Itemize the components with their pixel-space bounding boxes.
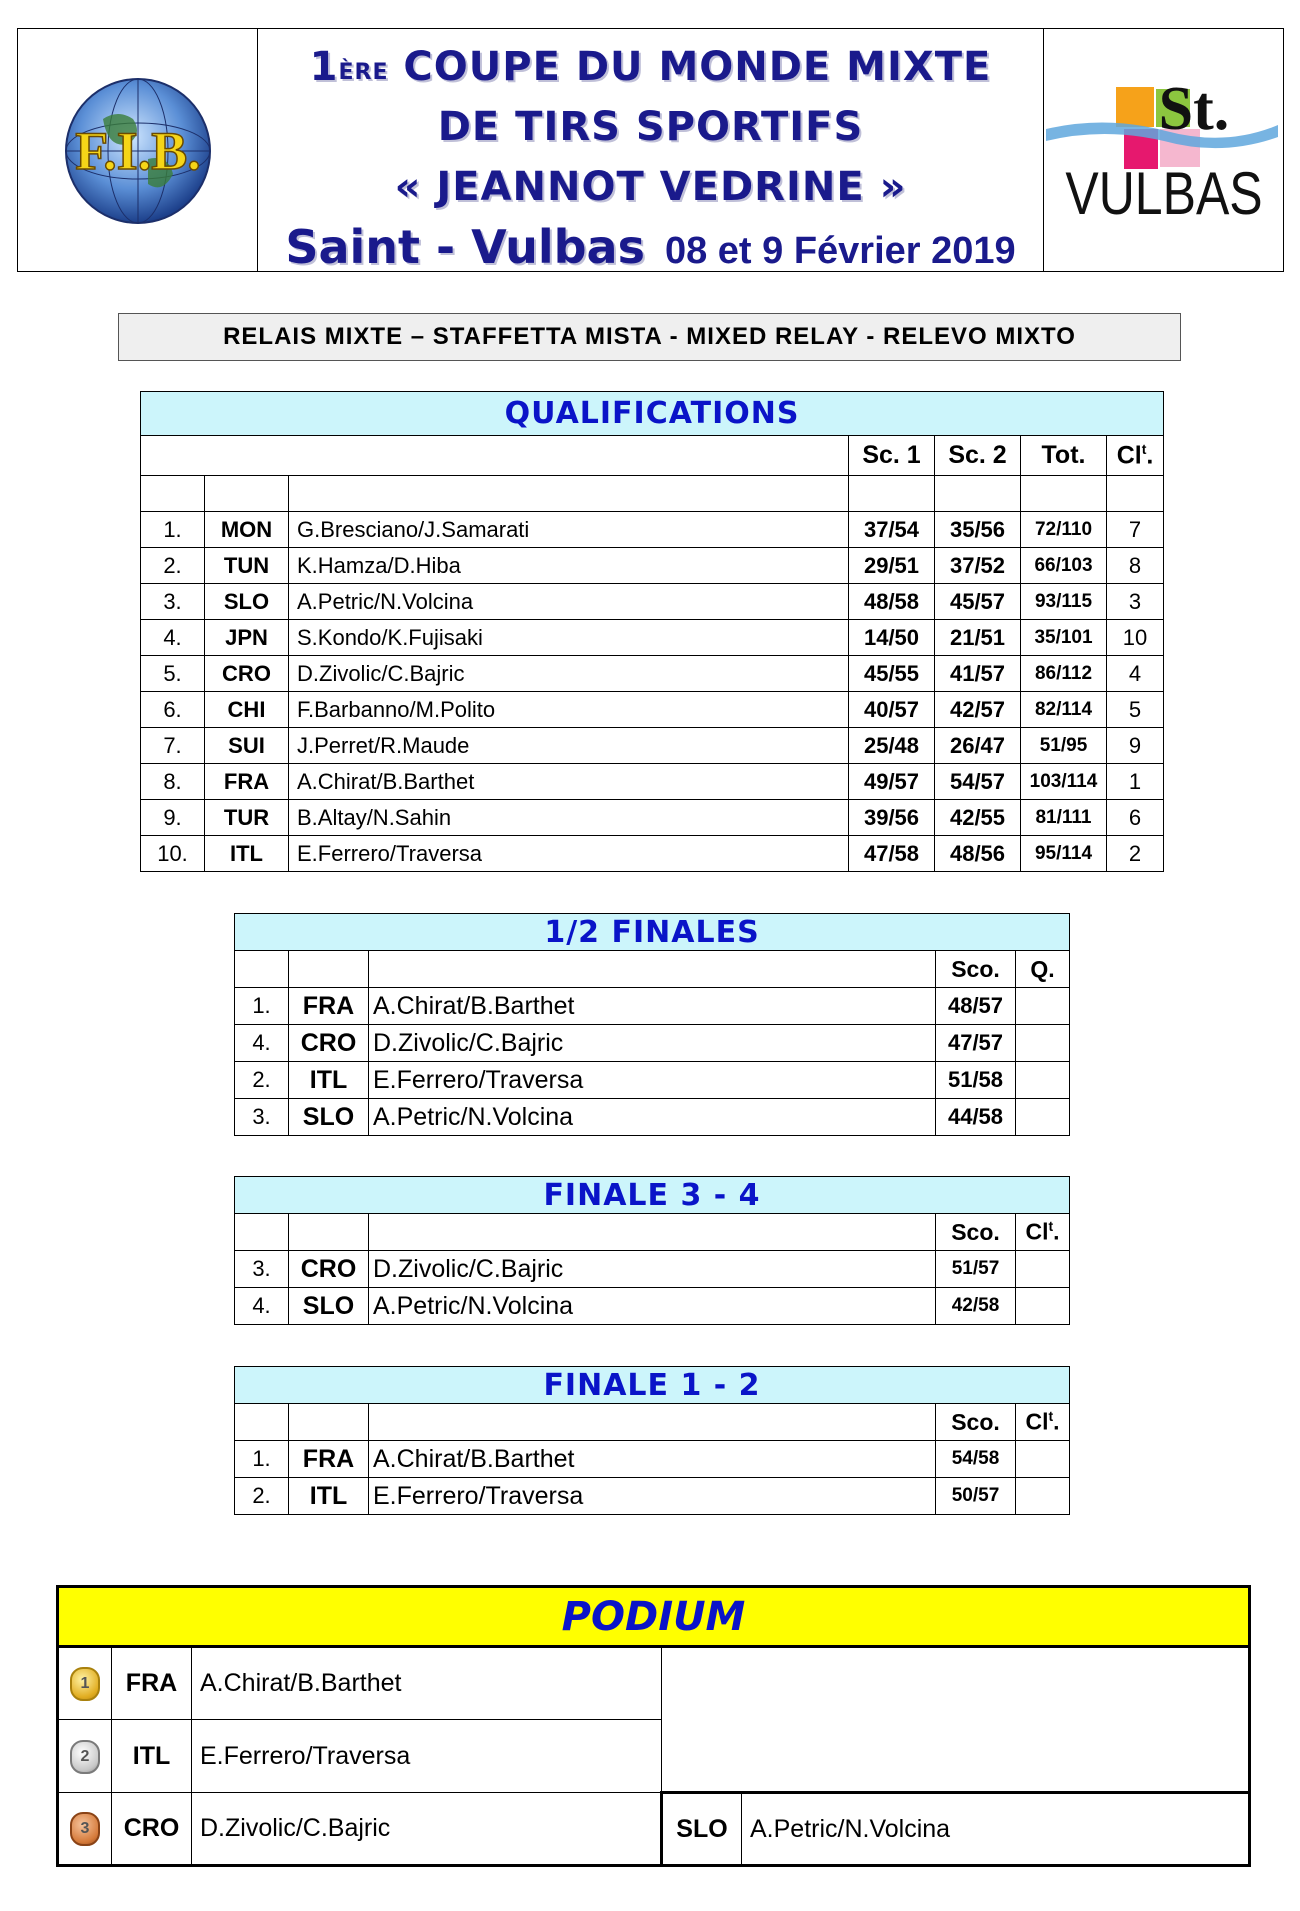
- title-line-3: « JEANNOT VEDRINE »: [394, 164, 907, 210]
- semi-row: [235, 1025, 1070, 1062]
- score: 50/57: [936, 1478, 1016, 1515]
- result-blank: [1016, 1025, 1070, 1062]
- podium-country-2: SLO: [662, 1793, 742, 1866]
- names: B.Altay/N.Sahin: [289, 800, 849, 836]
- qualifications-row: [141, 800, 1164, 836]
- names: E.Ferrero/Traversa: [289, 836, 849, 872]
- score: 42/58: [936, 1288, 1016, 1325]
- classification: 10: [1107, 620, 1164, 656]
- podium-names: A.Chirat/B.Barthet: [192, 1647, 662, 1720]
- event-place: Saint - Vulbas: [285, 220, 645, 274]
- header-sco: Sco.: [936, 951, 1016, 988]
- score: 51/58: [936, 1062, 1016, 1099]
- total: 51/95: [1021, 728, 1107, 764]
- names: A.Petric/N.Volcina: [289, 584, 849, 620]
- country: MON: [205, 512, 289, 548]
- country: TUN: [205, 548, 289, 584]
- result-blank: [1016, 1441, 1070, 1478]
- title-block: [258, 29, 1043, 274]
- names: A.Petric/N.Volcina: [369, 1099, 936, 1136]
- semi-row: [235, 988, 1070, 1025]
- final-1-2-body: [235, 1441, 1070, 1515]
- total: 72/110: [1021, 512, 1107, 548]
- score: 51/57: [936, 1251, 1016, 1288]
- final34-row: [235, 1288, 1070, 1325]
- country: FRA: [289, 1441, 369, 1478]
- qualifications-row: [141, 584, 1164, 620]
- score-2: 41/57: [935, 656, 1021, 692]
- score-1: 39/56: [849, 800, 935, 836]
- final-3-4-body: [235, 1251, 1070, 1325]
- header-box: [17, 28, 1284, 272]
- score-1: 40/57: [849, 692, 935, 728]
- score-2: 45/57: [935, 584, 1021, 620]
- total: 66/103: [1021, 548, 1107, 584]
- score-1: 25/48: [849, 728, 935, 764]
- qualifications-row: [141, 548, 1164, 584]
- rank: 3.: [141, 584, 205, 620]
- rank: 5.: [141, 656, 205, 692]
- event-date: 08 et 9 Février 2019: [664, 230, 1016, 272]
- country: SLO: [205, 584, 289, 620]
- semi-finals-body: [235, 988, 1070, 1136]
- final-3-4-title: FINALE 3 - 4: [235, 1177, 1070, 1214]
- score: 54/58: [936, 1441, 1016, 1478]
- names: J.Perret/R.Maude: [289, 728, 849, 764]
- total: 81/111: [1021, 800, 1107, 836]
- podium-table: [56, 1585, 1251, 1867]
- classification: 5: [1107, 692, 1164, 728]
- header-tot: Tot.: [1021, 436, 1107, 476]
- score-1: 49/57: [849, 764, 935, 800]
- podium-names: E.Ferrero/Traversa: [192, 1720, 662, 1793]
- final-3-4-header-row: [235, 1214, 1070, 1251]
- rank: 1.: [235, 988, 289, 1025]
- event-subtitle: RELAIS MIXTE – STAFFETTA MISTA - MIXED RELAY - RELEVO MIXTO: [118, 313, 1181, 361]
- podium-country: ITL: [112, 1720, 192, 1793]
- rank: 2.: [235, 1478, 289, 1515]
- score-1: 14/50: [849, 620, 935, 656]
- rank: 7.: [141, 728, 205, 764]
- fib-logo: [18, 29, 256, 269]
- fib-logo-text: F.I.B.: [75, 121, 201, 181]
- score-1: 29/51: [849, 548, 935, 584]
- semi-row: [235, 1062, 1070, 1099]
- podium-empty: [662, 1647, 1250, 1720]
- semi-finals-title-row: [235, 914, 1070, 951]
- semi-row: [235, 1099, 1070, 1136]
- names: D.Zivolic/C.Bajric: [369, 1025, 936, 1062]
- header-cl: Cl$^t$.: [1016, 1214, 1070, 1251]
- rank: 4.: [235, 1288, 289, 1325]
- st-vulbas-logo-cell: [1043, 29, 1283, 271]
- result-blank: [1016, 988, 1070, 1025]
- final12-row: [235, 1441, 1070, 1478]
- names: S.Kondo/K.Fujisaki: [289, 620, 849, 656]
- names: E.Ferrero/Traversa: [369, 1062, 936, 1099]
- rank: 4.: [235, 1025, 289, 1062]
- qualifications-table: [140, 391, 1164, 872]
- qualifications-row: [141, 620, 1164, 656]
- total: 35/101: [1021, 620, 1107, 656]
- final-3-4-title-row: [235, 1177, 1070, 1214]
- podium-country: CRO: [112, 1793, 192, 1866]
- country: CRO: [205, 656, 289, 692]
- result-blank: [1016, 1251, 1070, 1288]
- country: FRA: [289, 988, 369, 1025]
- rank: 2.: [235, 1062, 289, 1099]
- total: 95/114: [1021, 836, 1107, 872]
- qualifications-row: [141, 512, 1164, 548]
- podium-country: FRA: [112, 1647, 192, 1720]
- country: ITL: [289, 1478, 369, 1515]
- score-2: 54/57: [935, 764, 1021, 800]
- podium-title: PODIUM: [58, 1587, 1250, 1647]
- names: D.Zivolic/C.Bajric: [289, 656, 849, 692]
- rank: 3.: [235, 1099, 289, 1136]
- qualifications-body: [141, 512, 1164, 872]
- classification: 1: [1107, 764, 1164, 800]
- country: FRA: [205, 764, 289, 800]
- classification: 3: [1107, 584, 1164, 620]
- score-2: 42/55: [935, 800, 1021, 836]
- final-1-2-header-row: [235, 1404, 1070, 1441]
- header-cl: Cl$^t$.: [1016, 1404, 1070, 1441]
- podium-names-2: A.Petric/N.Volcina: [742, 1793, 1250, 1866]
- header-cl: Cl$^t$.: [1107, 436, 1164, 476]
- score-1: 48/58: [849, 584, 935, 620]
- names: A.Chirat/B.Barthet: [369, 988, 936, 1025]
- score-2: 48/56: [935, 836, 1021, 872]
- podium-title-row: [58, 1587, 1250, 1647]
- rank: 9.: [141, 800, 205, 836]
- names: F.Barbanno/M.Polito: [289, 692, 849, 728]
- country: TUR: [205, 800, 289, 836]
- semi-finals-table: [234, 913, 1070, 1136]
- country: CHI: [205, 692, 289, 728]
- classification: 7: [1107, 512, 1164, 548]
- total: 93/115: [1021, 584, 1107, 620]
- header-blank: [141, 436, 849, 476]
- title-line-1: 1ÈRE COUPE DU MONDE MIXTE: [309, 44, 992, 90]
- names: D.Zivolic/C.Bajric: [369, 1251, 936, 1288]
- score-1: 45/55: [849, 656, 935, 692]
- country: ITL: [289, 1062, 369, 1099]
- header-sco: Sco.: [936, 1404, 1016, 1441]
- names: E.Ferrero/Traversa: [369, 1478, 936, 1515]
- score: 47/57: [936, 1025, 1016, 1062]
- score-2: 37/52: [935, 548, 1021, 584]
- qualifications-row: [141, 656, 1164, 692]
- header-sc1: Sc. 1: [849, 436, 935, 476]
- rank: 10.: [141, 836, 205, 872]
- names: G.Bresciano/J.Samarati: [289, 512, 849, 548]
- result-blank: [1016, 1288, 1070, 1325]
- score-2: 21/51: [935, 620, 1021, 656]
- podium-empty: [662, 1720, 1250, 1793]
- st-logo-text: St.: [1158, 75, 1230, 143]
- score-1: 47/58: [849, 836, 935, 872]
- country: SLO: [289, 1099, 369, 1136]
- qualifications-row: [141, 764, 1164, 800]
- final12-row: [235, 1478, 1070, 1515]
- gold-medal-cell: [58, 1647, 112, 1720]
- rank: 1.: [141, 512, 205, 548]
- title-line-2: DE TIRS SPORTIFS: [437, 104, 864, 150]
- result-blank: [1016, 1062, 1070, 1099]
- country: SLO: [289, 1288, 369, 1325]
- final-1-2-title-row: [235, 1367, 1070, 1404]
- score: 44/58: [936, 1099, 1016, 1136]
- country: CRO: [289, 1251, 369, 1288]
- total: 82/114: [1021, 692, 1107, 728]
- names: A.Chirat/B.Barthet: [289, 764, 849, 800]
- gold-medal-icon: 1: [70, 1667, 100, 1701]
- podium-names: D.Zivolic/C.Bajric: [192, 1793, 662, 1866]
- classification: 4: [1107, 656, 1164, 692]
- rank: 6.: [141, 692, 205, 728]
- qualifications-row: [141, 836, 1164, 872]
- score-2: 42/57: [935, 692, 1021, 728]
- score-2: 26/47: [935, 728, 1021, 764]
- bronze-medal-icon: 3: [70, 1812, 100, 1846]
- country: ITL: [205, 836, 289, 872]
- country: SUI: [205, 728, 289, 764]
- rank: 1.: [235, 1441, 289, 1478]
- classification: 2: [1107, 836, 1164, 872]
- classification: 9: [1107, 728, 1164, 764]
- final-1-2-title: FINALE 1 - 2: [235, 1367, 1070, 1404]
- event-place-date: [258, 217, 1043, 288]
- podium-row-3: [58, 1793, 1250, 1866]
- classification: 6: [1107, 800, 1164, 836]
- qualifications-header-row: [141, 436, 1164, 476]
- total: 103/114: [1021, 764, 1107, 800]
- score: 48/57: [936, 988, 1016, 1025]
- bronze-medal-cell: [58, 1793, 112, 1866]
- names: A.Chirat/B.Barthet: [369, 1441, 936, 1478]
- qualifications-row: [141, 728, 1164, 764]
- qualifications-title-row: [141, 392, 1164, 436]
- fib-logo-cell: [18, 29, 258, 271]
- podium-row-1: [58, 1647, 1250, 1720]
- result-blank: [1016, 1099, 1070, 1136]
- silver-medal-cell: [58, 1720, 112, 1793]
- podium-row-2: [58, 1720, 1250, 1793]
- classification: 8: [1107, 548, 1164, 584]
- country: CRO: [289, 1025, 369, 1062]
- semi-header-row: [235, 951, 1070, 988]
- vulbas-logo-text: VULBAS: [1065, 159, 1263, 227]
- qualifications-row: [141, 692, 1164, 728]
- st-vulbas-logo: [1044, 29, 1282, 269]
- rank: 3.: [235, 1251, 289, 1288]
- qualifications-title: QUALIFICATIONS: [141, 392, 1164, 436]
- qualifications-spacer-row: [141, 476, 1164, 512]
- total: 86/112: [1021, 656, 1107, 692]
- header-sco: Sco.: [936, 1214, 1016, 1251]
- result-blank: [1016, 1478, 1070, 1515]
- final-1-2-table: [234, 1366, 1070, 1515]
- rank: 8.: [141, 764, 205, 800]
- score-2: 35/56: [935, 512, 1021, 548]
- semi-finals-title: 1/2 FINALES: [235, 914, 1070, 951]
- silver-medal-icon: 2: [70, 1740, 100, 1774]
- country: JPN: [205, 620, 289, 656]
- names: K.Hamza/D.Hiba: [289, 548, 849, 584]
- header-sc2: Sc. 2: [935, 436, 1021, 476]
- names: A.Petric/N.Volcina: [369, 1288, 936, 1325]
- rank: 4.: [141, 620, 205, 656]
- header-q: Q.: [1016, 951, 1070, 988]
- final34-row: [235, 1251, 1070, 1288]
- score-1: 37/54: [849, 512, 935, 548]
- rank: 2.: [141, 548, 205, 584]
- final-3-4-table: [234, 1176, 1070, 1325]
